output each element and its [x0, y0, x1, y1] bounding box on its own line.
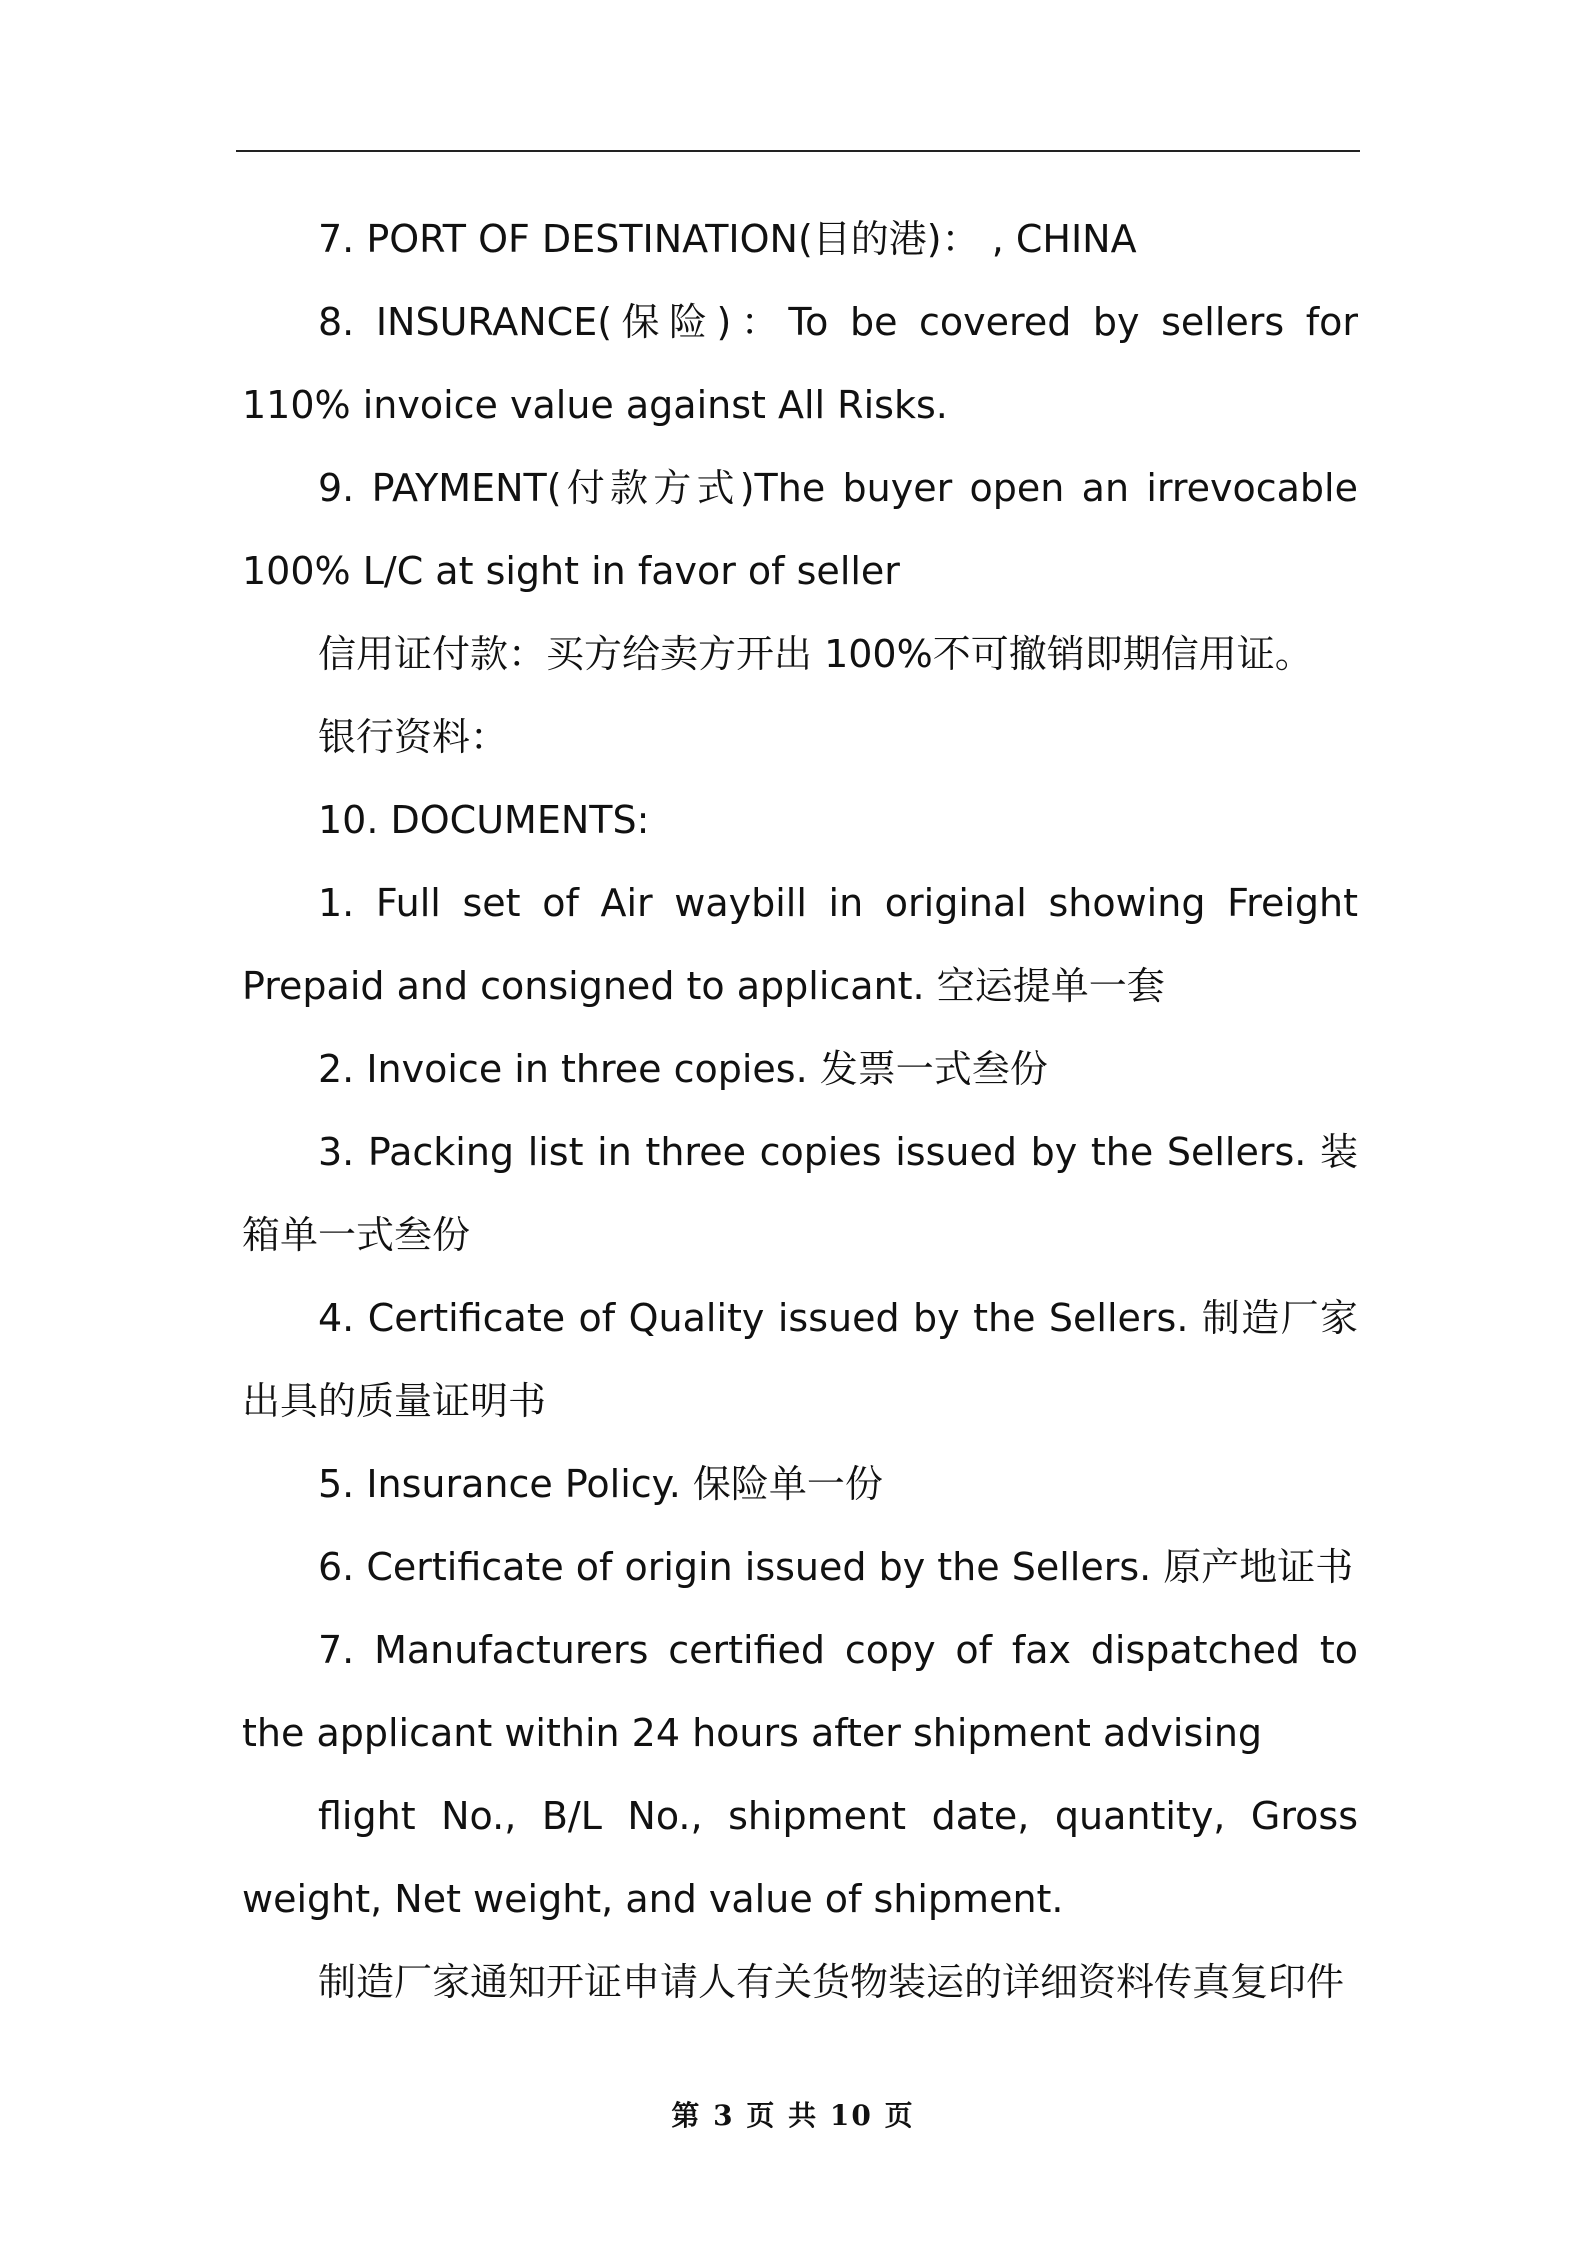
document-item-1: 1. Full set of Air waybill in original showing Freight Prepaid and consigned to applicant. 空运提单一套 — [242, 881, 1358, 1008]
document-item-7-continued: flight No., B/L No., shipment date, quantity, Gross weight, Net weight, and value of shipment. — [242, 1794, 1358, 1921]
document-item-6: 6. Certificate of origin issued by the Sellers. 原产地证书 — [318, 1545, 1354, 1589]
document-item-7: 7. Manufacturers certified copy of fax dispatched to the applicant within 24 hours after shipment advising — [242, 1628, 1358, 1755]
documents-heading: 10. DOCUMENTS: — [318, 798, 650, 842]
port-of-destination-line: 7. PORT OF DESTINATION(目的港)： , CHINA — [318, 217, 1137, 261]
document-item-2: 2. Invoice in three copies. 发票一式叁份 — [318, 1047, 1048, 1091]
document-item-5: 5. Insurance Policy. 保险单一份 — [318, 1462, 883, 1506]
page-number: 第 3 页 共 10 页 — [671, 2099, 915, 2132]
document-item-7-chinese: 制造厂家通知开证申请人有关货物装运的详细资料传真复印件 — [318, 1960, 1345, 2004]
insurance-clause: 8. INSURANCE(保险)：To be covered by sellers for 110% invoice value against All Risks. — [242, 300, 1358, 427]
document-item-3: 3. Packing list in three copies issued by the Sellers. 装箱单一式叁份 — [242, 1130, 1358, 1257]
bank-info-heading: 银行资料： — [318, 715, 509, 759]
payment-clause-chinese: 信用证付款：买方给卖方开出 100%不可撤销即期信用证。 — [318, 632, 1313, 676]
document-body — [242, 198, 1358, 2024]
payment-clause: 9. PAYMENT(付款方式)The buyer open an irrevocable 100% L/C at sight in favor of seller — [242, 466, 1358, 593]
header-rule — [236, 150, 1360, 152]
document-item-4: 4. Certificate of Quality issued by the Sellers. 制造厂家出具的质量证明书 — [242, 1296, 1358, 1423]
